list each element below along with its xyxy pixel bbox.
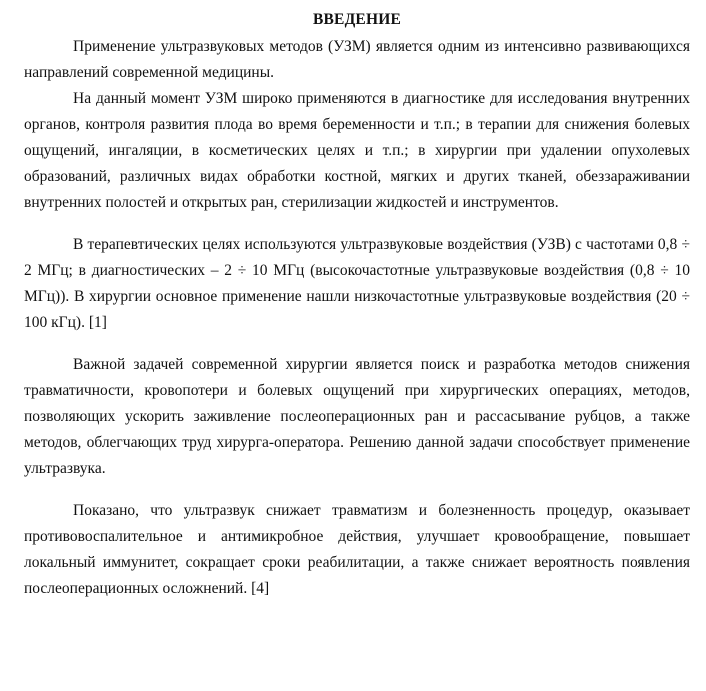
paragraph-applications: На данный момент УЗМ широко применяются в диагностике для исследования внутренних органов, контроля развития плода во время беременности и т.п.; в терапии для снижения болевых ощущений, ингаляции, в косметических целях и т.п.; в хирургии при удалении опухолевых образований, различных видах обработки костной, мягких и других тканей, обеззараживании внутренних полостей и открытых ран, стерилизации жидкостей и инструментов. [24,90,690,211]
paragraph-effects: Показано, что ультразвук снижает травматизм и болезненность процедур, оказывает противовоспалительное и антимикробное действия, улучшает кровообращение, повышает локальный иммунитет, сокращает сроки реабилитации, а также снижает вероятность появления послеоперационных осложнений. [4] [24,502,690,597]
paragraph-surgery-task: Важной задачей современной хирургии является поиск и разработка методов снижения травматичности, кровопотери и болевых ощущений при хирургических операциях, методов, позволяющих ускорить заживление послеоперационных ран и рассасывание рубцов, а также методов, облегчающих труд хирурга-оператора. Решению данной задачи способствует применение ультразвука. [24,356,690,477]
paragraph-intro: Применение ультразвуковых методов (УЗМ) является одним из интенсивно развивающихся направлений современной медицины. [24,38,690,81]
document-title: ВВЕДЕНИЕ [312,11,402,28]
paragraph-frequencies: В терапевтических целях используются ультразвуковые воздействия (УЗВ) с частотами 0,8 ÷ 2 МГц; в диагностических – 2 ÷ 10 МГц (высокочастотные ультразвуковые воздействия (0,8 ÷ 10 МГц)). В хирургии основное применение нашли низкочастотные ультразвуковые воздействия (20 ÷ 100 кГц). [1] [24,236,690,331]
